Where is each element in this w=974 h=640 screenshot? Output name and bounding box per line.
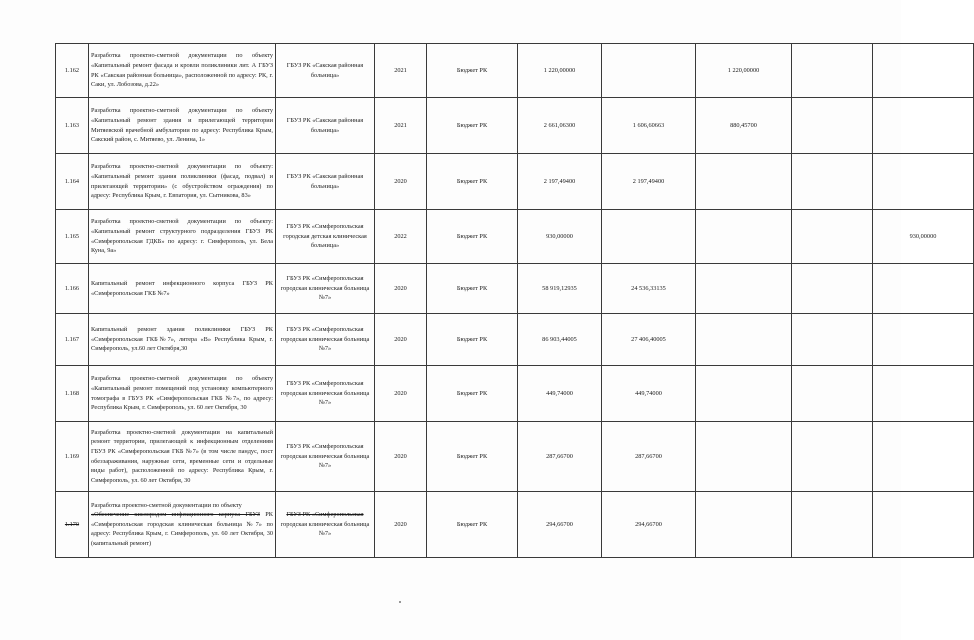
funding-source: Бюджет РК [427, 154, 518, 210]
row-number: 1.162 [56, 44, 89, 98]
organization: ГБУЗ РК «Симферопольская городская клиническая больница №7» [276, 366, 375, 422]
amount-total: 294,66700 [518, 492, 602, 558]
table-row [56, 314, 974, 366]
object-name: Разработка проектно-сметной документации по объекту: «Капитальный ремонт структурного подразделения ГБУЗ РК «Симферопольская ГДКБ» по адресу: г. Симферополь, ул. Бела Куна, 9а» [89, 210, 276, 264]
struck-organization-line-1: ГБУЗ РК «Симферопольская [286, 511, 364, 519]
amount-col-2 [602, 210, 696, 264]
capital-repair-table [55, 43, 974, 558]
amount-col-5: 930,00000 [873, 210, 974, 264]
struck-row-number: 1.170 [64, 520, 80, 528]
amount-col-3 [696, 154, 792, 210]
table-row [56, 154, 974, 210]
year: 2020 [375, 264, 427, 314]
row-number [56, 492, 89, 558]
amount-total: 449,74000 [518, 366, 602, 422]
amount-col-4 [792, 264, 873, 314]
amount-total: 2 197,49400 [518, 154, 602, 210]
amount-col-5 [873, 492, 974, 558]
table-row [56, 422, 974, 492]
amount-col-3 [696, 492, 792, 558]
amount-total: 58 919,12935 [518, 264, 602, 314]
object-name: Разработка проектно-сметной документации по объекту «Капитальный ремонт фасада и кровли поликлиники лит. А ГБУЗ РК «Сакская районная больница», расположенной по адресу: РК, г. Саки, ул. Лобозова, д.22» [89, 44, 276, 98]
table-row [56, 492, 974, 558]
organization: ГБУЗ РК «Симферопольская городская клиническая больница №7» [276, 314, 375, 366]
row-number: 1.166 [56, 264, 89, 314]
amount-total: 930,00000 [518, 210, 602, 264]
funding-source: Бюджет РК [427, 492, 518, 558]
object-name-line-1: Разработка проектно-сметной документации по объекту [91, 501, 242, 509]
object-name: Капитальный ремонт инфекционного корпуса ГБУЗ РК «Симферопольская ГКБ №7» [89, 264, 276, 314]
amount-col-5 [873, 314, 974, 366]
amount-col-5 [873, 422, 974, 492]
row-number: 1.168 [56, 366, 89, 422]
amount-col-3 [696, 314, 792, 366]
amount-col-4 [792, 98, 873, 154]
year: 2021 [375, 44, 427, 98]
table-row [56, 44, 974, 98]
amount-col-3 [696, 366, 792, 422]
object-name: Разработка проектно-сметной документации по объекту: «Капитальный ремонт здания поликлиники (фасад, подвал) и прилегающей территории» (с обустройством ограждения) по адресу: Республика Крым, г. Евпатория, ул. Сытникова, 83» [89, 154, 276, 210]
amount-col-2: 449,74000 [602, 366, 696, 422]
organization [276, 492, 375, 558]
year: 2022 [375, 210, 427, 264]
amount-col-3: 1 220,00000 [696, 44, 792, 98]
amount-col-5 [873, 366, 974, 422]
table-row [56, 210, 974, 264]
organization: ГБУЗ РК «Сакская районная больница» [276, 98, 375, 154]
amount-col-4 [792, 314, 873, 366]
table-row [56, 98, 974, 154]
amount-col-3 [696, 422, 792, 492]
row-number: 1.163 [56, 98, 89, 154]
organization: ГБУЗ РК «Симферопольская городская детская клиническая больница» [276, 210, 375, 264]
amount-col-5 [873, 264, 974, 314]
funding-source: Бюджет РК [427, 366, 518, 422]
year: 2020 [375, 314, 427, 366]
amount-col-2: 287,66700 [602, 422, 696, 492]
amount-col-4 [792, 210, 873, 264]
amount-col-2: 1 606,60663 [602, 98, 696, 154]
funding-source: Бюджет РК [427, 44, 518, 98]
amount-col-4 [792, 366, 873, 422]
organization: ГБУЗ РК «Сакская районная больница» [276, 44, 375, 98]
funding-source: Бюджет РК [427, 422, 518, 492]
funding-source: Бюджет РК [427, 314, 518, 366]
funding-source: Бюджет РК [427, 210, 518, 264]
table-row [56, 264, 974, 314]
amount-col-3: 880,45700 [696, 98, 792, 154]
amount-col-4 [792, 492, 873, 558]
organization: ГБУЗ РК «Сакская районная больница» [276, 154, 375, 210]
amount-col-4 [792, 44, 873, 98]
amount-col-2: 27 406,40005 [602, 314, 696, 366]
organization: ГБУЗ РК «Симферопольская городская клиническая больница №7» [276, 422, 375, 492]
object-name: Разработка проектно-сметной документации по объекту «Капитальный ремонт помещений под установку компьютерного томографа в ГБУЗ РК «Симферопольская ГКБ №7», по адресу: Республика Крым, г. Симферополь, ул. 60 лет Октября, 30 [89, 366, 276, 422]
organization-rest: городская клиническая больница №7» [280, 520, 370, 538]
object-name: Разработка проектно-сметной документации на капитальный ремонт территории, прилегающей к инфекционным отделениям ГБУЗ РК «Симферопольская ГКБ №7» (в том числе пандус, пост обеззараживания, наружные сети, временные сети и отдельные виды работ), расположенной по адресу: Республика Крым, г. Симферополь, ул. 60 лет Октября, 30 [89, 422, 276, 492]
amount-col-2: 294,66700 [602, 492, 696, 558]
amount-col-5 [873, 44, 974, 98]
amount-col-3 [696, 210, 792, 264]
funding-source: Бюджет РК [427, 264, 518, 314]
year: 2020 [375, 422, 427, 492]
object-name: Капитальный ремонт здания поликлиники ГБУЗ РК «Симферопольская ГКБ№7», литера «В» Республика Крым, г. Симферополь, ул.60 лет Октября,30 [89, 314, 276, 366]
row-number: 1.167 [56, 314, 89, 366]
year: 2020 [375, 366, 427, 422]
funding-source: Бюджет РК [427, 98, 518, 154]
object-name: Разработка проектно-сметной документации по объекту «Капитальный ремонт здания и прилегающей территории Митяевской врачебной амбулатории по адресу: Республика Крым, Сакский район, с. Митяево, ул. Ленина, 1» [89, 98, 276, 154]
amount-col-4 [792, 154, 873, 210]
year: 2021 [375, 98, 427, 154]
amount-col-5 [873, 154, 974, 210]
row-number: 1.165 [56, 210, 89, 264]
amount-col-2: 24 536,33135 [602, 264, 696, 314]
object-name-rest: РК «Симферопольская городская клиническая больница №7» по адресу: Республика Крым, г. Симферополь, ул. 60 лет Октября, 30 (капитальный ремонт) [91, 511, 273, 547]
year: 2020 [375, 492, 427, 558]
amount-col-2: 2 197,49400 [602, 154, 696, 210]
year: 2020 [375, 154, 427, 210]
amount-col-2 [602, 44, 696, 98]
amount-col-4 [792, 422, 873, 492]
amount-total: 287,66700 [518, 422, 602, 492]
amount-col-5 [873, 98, 974, 154]
table-row [56, 366, 974, 422]
amount-col-3 [696, 264, 792, 314]
row-number: 1.164 [56, 154, 89, 210]
organization: ГБУЗ РК «Симферопольская городская клиническая больница №7» [276, 264, 375, 314]
struck-object-name-line-2: «Обеспечение кислородом инфекционного корпуса ГБУЗ [91, 511, 260, 519]
object-name [89, 492, 276, 558]
amount-total: 86 903,44005 [518, 314, 602, 366]
row-number: 1.169 [56, 422, 89, 492]
amount-total: 2 661,06300 [518, 98, 602, 154]
amount-total: 1 220,00000 [518, 44, 602, 98]
scan-speck [399, 601, 401, 603]
